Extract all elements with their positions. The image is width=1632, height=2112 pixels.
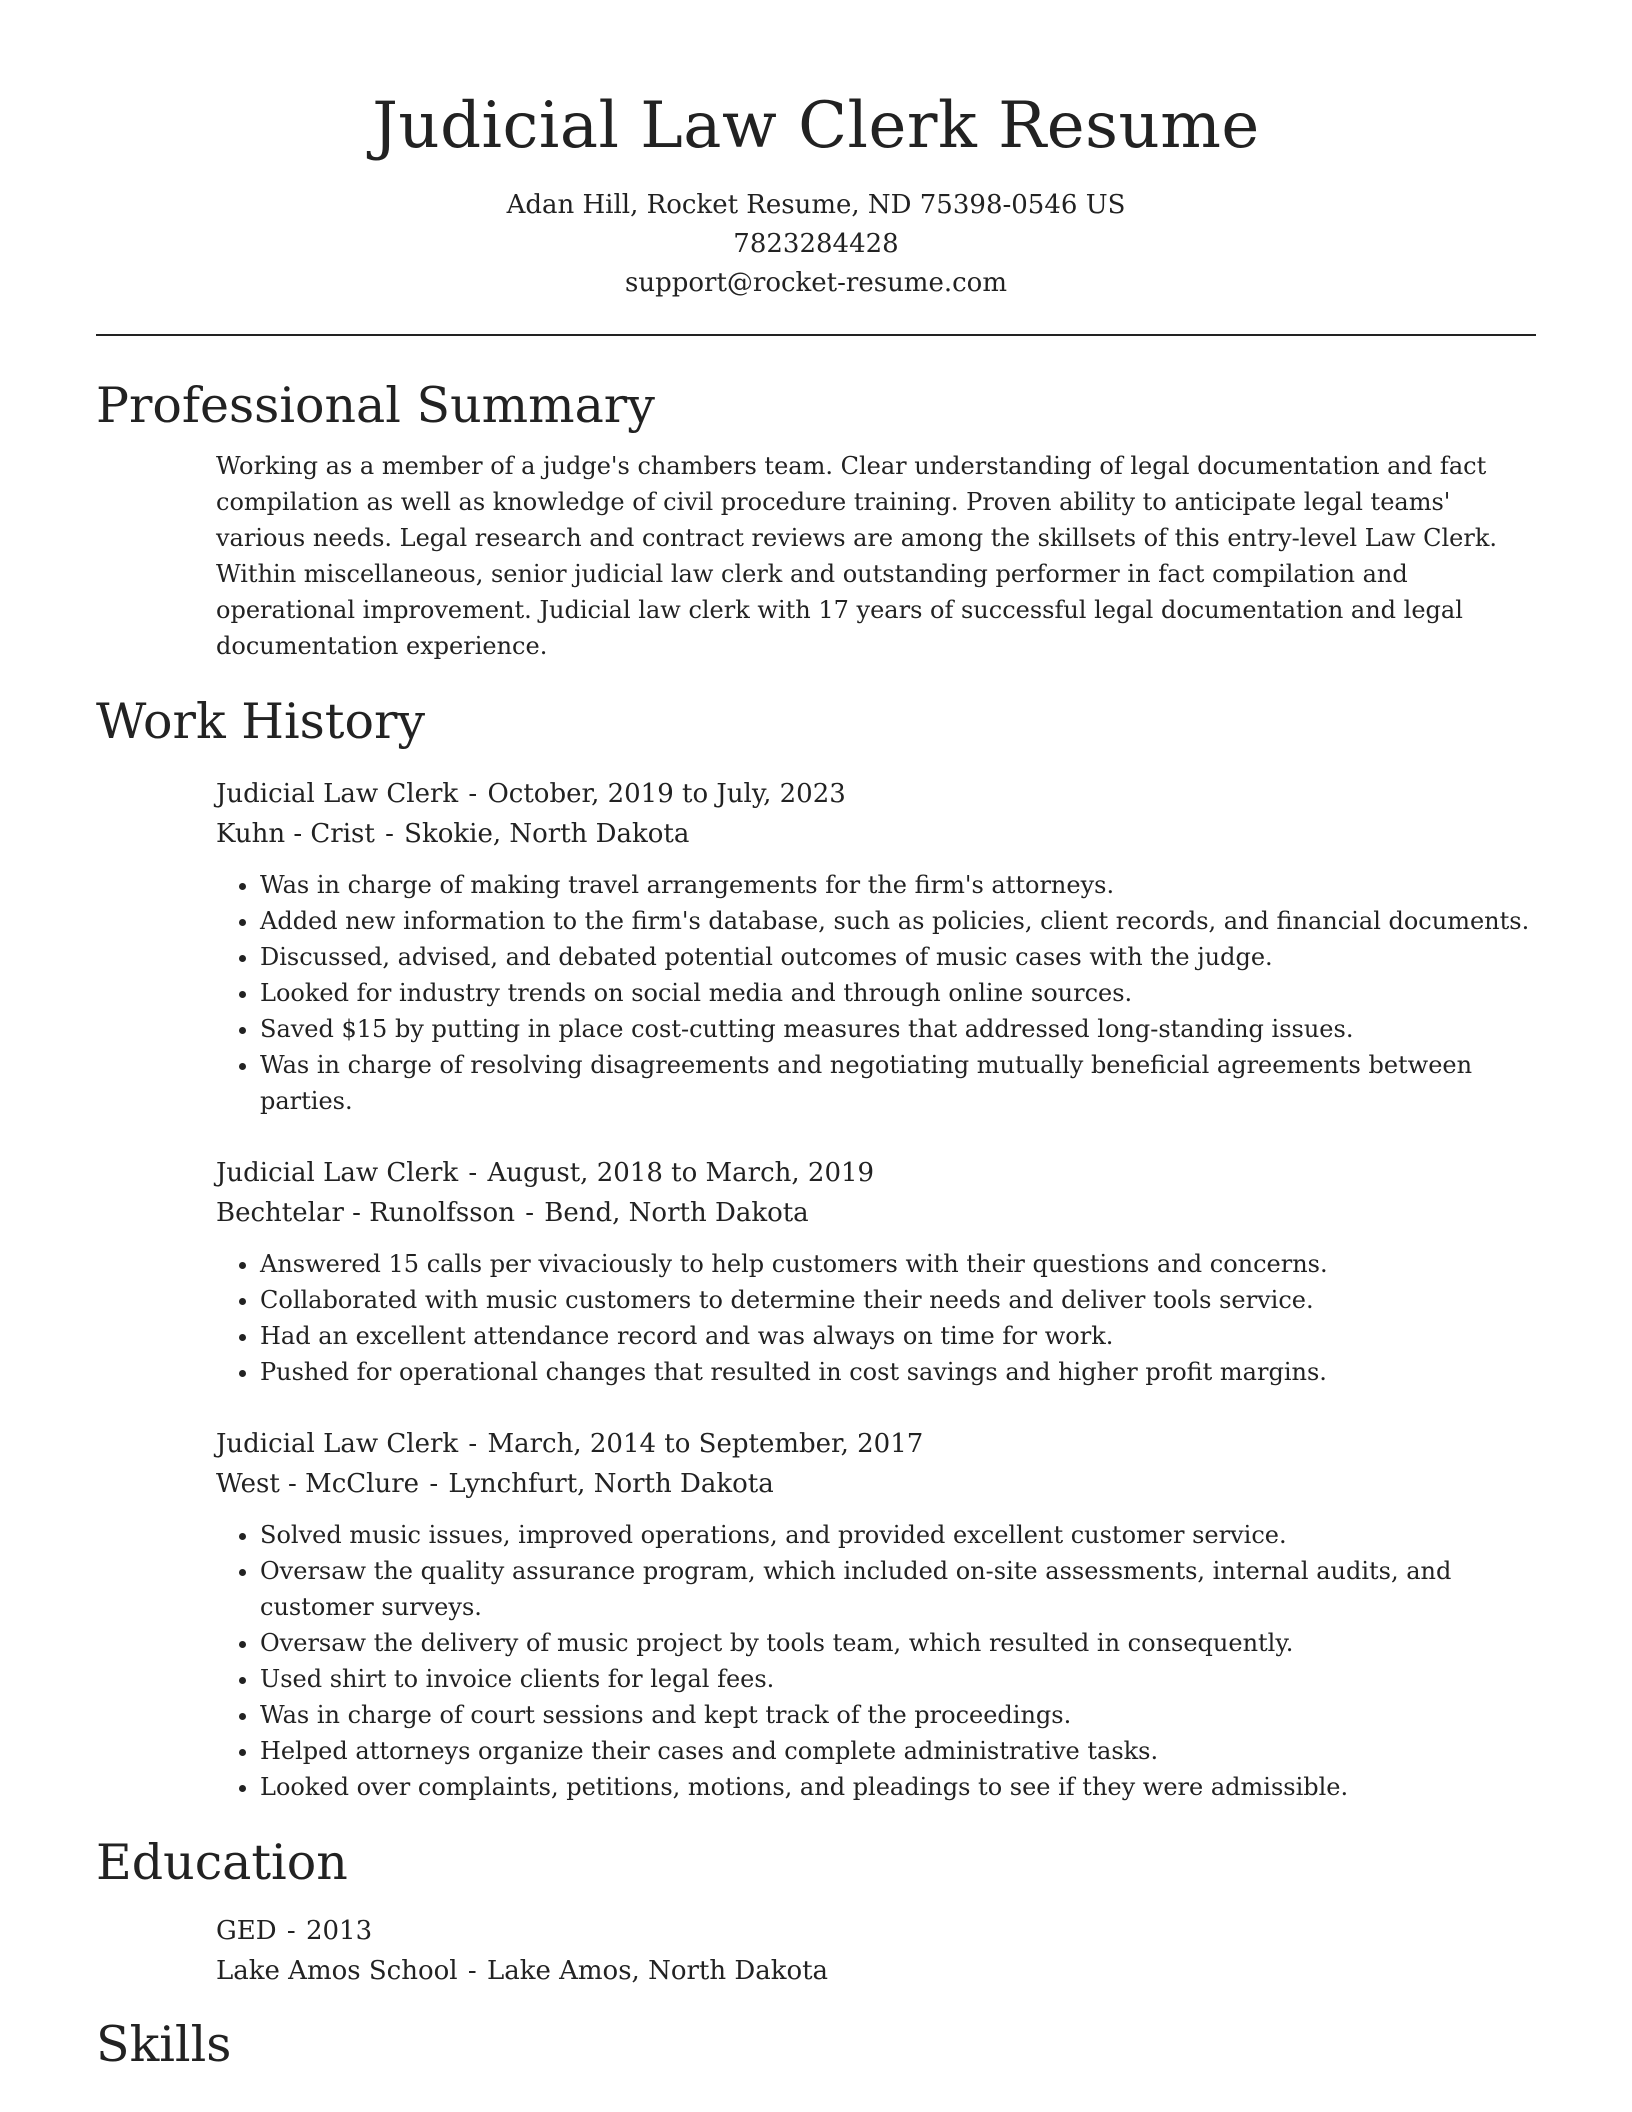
separator: -	[385, 819, 394, 849]
list-item: • Collaborated with music customers to determine their needs and deliver tools service.	[260, 1282, 1536, 1318]
job-bullets	[216, 1517, 1536, 1805]
job-title-line	[216, 1424, 1536, 1464]
job-location: Bend, North Dakota	[544, 1198, 809, 1228]
job-title-line	[216, 1153, 1536, 1193]
separator: -	[468, 779, 478, 809]
list-item: • Pushed for operational changes that resulted in cost savings and higher profit margins.	[260, 1354, 1536, 1390]
education-degree: GED	[216, 1916, 277, 1946]
list-item: • Was in charge of court sessions and kept track of the proceedings.	[260, 1697, 1536, 1733]
job-title-line	[216, 774, 1536, 814]
work-history-section	[216, 774, 1536, 1805]
education-degree-line	[216, 1911, 1536, 1951]
separator: -	[468, 1158, 478, 1188]
job-entry	[216, 774, 1536, 1119]
job-bullets	[216, 1246, 1536, 1390]
job-employer-line	[216, 1193, 1536, 1233]
separator: -	[429, 1469, 439, 1499]
list-item: • Discussed, advised, and debated potential outcomes of music cases with the judge.	[260, 939, 1536, 975]
list-item: • Oversaw the delivery of music project by tools team, which resulted in consequently.	[260, 1625, 1536, 1661]
contact-email: support@rocket-resume.com	[624, 268, 1007, 298]
list-item: • Was in charge of resolving disagreements and negotiating mutually beneficial agreements between parties.	[260, 1047, 1536, 1119]
list-item: • Looked over complaints, petitions, motions, and pleadings to see if they were admissible.	[260, 1769, 1536, 1805]
education-school-line	[216, 1951, 1536, 1991]
list-item: • Solved music issues, improved operations, and provided excellent customer service.	[260, 1517, 1536, 1553]
job-entry	[216, 1153, 1536, 1390]
contact-address: Adan Hill, Rocket Resume, ND 75398-0546 US	[506, 190, 1126, 220]
job-employer-line	[216, 814, 1536, 854]
job-entry	[216, 1424, 1536, 1805]
list-item: • Had an excellent attendance record and was always on time for work.	[260, 1318, 1536, 1354]
job-location: Skokie, North Dakota	[404, 819, 690, 849]
list-item: • Helped attorneys organize their cases and complete administrative tasks.	[260, 1733, 1536, 1769]
separator: -	[468, 1429, 478, 1459]
resume-title: Judicial Law Clerk Resume	[372, 89, 1260, 163]
education-school: Lake Amos School	[216, 1956, 458, 1986]
job-employer: Kuhn - Crist	[216, 819, 375, 849]
job-employer: Bechtelar - Runolfsson	[216, 1198, 515, 1228]
list-item: • Oversaw the quality assurance program, which included on-site assessments, internal audits, and customer surveys.	[260, 1553, 1536, 1625]
education-section	[216, 1911, 1536, 1991]
education-year: 2013	[305, 1916, 373, 1946]
list-item: • Added new information to the firm's database, such as policies, client records, and financial documents.	[260, 903, 1536, 939]
education-heading: Education	[96, 1834, 348, 1891]
resume-page	[96, 0, 1536, 2079]
contact-phone: 7823284428	[733, 229, 899, 259]
contact-block	[96, 186, 1536, 303]
summary-section	[216, 448, 1536, 664]
list-item: • Answered 15 calls per vivaciously to help customers with their questions and concerns.	[260, 1246, 1536, 1282]
job-title: Judicial Law Clerk	[216, 779, 459, 809]
job-dates: March, 2014 to September, 2017	[487, 1429, 924, 1459]
header-divider	[96, 334, 1536, 336]
separator: -	[286, 1916, 296, 1946]
job-location: Lynchfurt, North Dakota	[448, 1469, 774, 1499]
skills-heading: Skills	[96, 2016, 232, 2073]
separator: -	[525, 1198, 534, 1228]
job-bullets	[216, 867, 1536, 1119]
list-item: • Was in charge of making travel arrangements for the firm's attorneys.	[260, 867, 1536, 903]
job-employer: West - McClure	[216, 1469, 420, 1499]
separator: -	[467, 1956, 477, 1986]
list-item: • Used shirt to invoice clients for legal fees.	[260, 1661, 1536, 1697]
list-item: • Saved $15 by putting in place cost-cutting measures that addressed long-standing issues.	[260, 1011, 1536, 1047]
summary-text: Working as a member of a judge's chambers team. Clear understanding of legal documentation and fact compilation as well as knowledge of civil procedure training. Proven ability to anticipate legal teams' various needs. Legal research and contract reviews are among the skillsets of this entry-level Law Clerk. Within miscellaneous, senior judicial law clerk and outstanding performer in fact compilation and operational improvement. Judicial law clerk with 17 years of successful legal documentation and legal documentation experience.	[216, 452, 1498, 660]
list-item: • Looked for industry trends on social media and through online sources.	[260, 975, 1536, 1011]
education-location: Lake Amos, North Dakota	[486, 1956, 829, 1986]
work-history-heading: Work History	[96, 693, 426, 750]
summary-heading: Professional Summary	[96, 377, 655, 434]
job-employer-line	[216, 1464, 1536, 1504]
job-dates: October, 2019 to July, 2023	[487, 779, 846, 809]
job-title: Judicial Law Clerk	[216, 1429, 459, 1459]
job-title: Judicial Law Clerk	[216, 1158, 459, 1188]
job-dates: August, 2018 to March, 2019	[487, 1158, 875, 1188]
